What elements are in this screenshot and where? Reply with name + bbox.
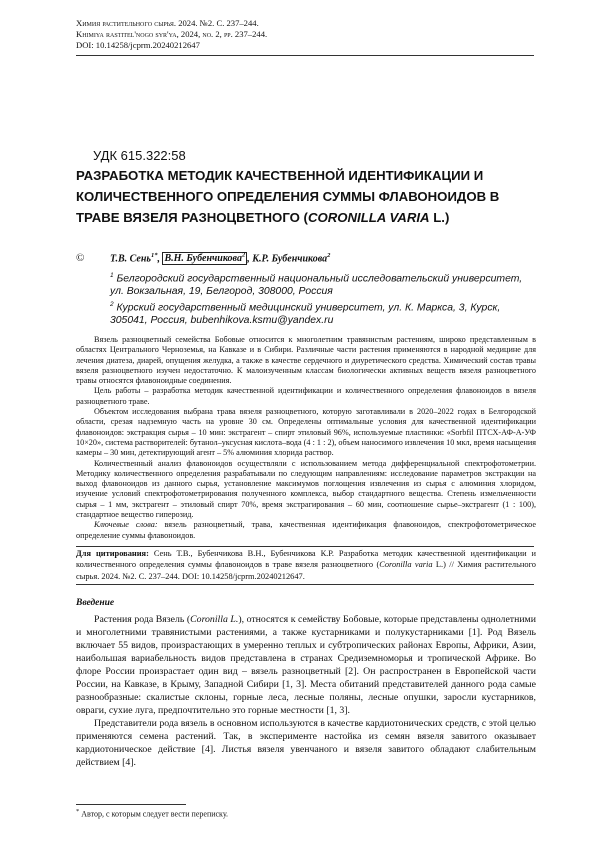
affiliation-2-num: 2 xyxy=(110,300,114,308)
affiliation-1 xyxy=(110,270,530,299)
footnote-rule xyxy=(76,804,186,805)
author-2-name: В.Н. Бубенчикова xyxy=(164,253,242,265)
citation-rule-bottom xyxy=(76,584,534,585)
author-3: К.Р. Бубенчикова xyxy=(252,253,328,265)
abstract-p3: Объектом исследования выбрана трава вязеля разноцветного, которую заготавливали в 2020–2022 годах в Белгородской области, срезая надземную часть на уровне 30 см. Определены оптимальные условия для качественной идентификации флавоноидов: экстракция сырья – 10 мин: экстрагент – спирт этиловый 96%, используемые пластинки: «Sorbfil ПТСХ-АФ-А-УФ 10×20», система растворителей: бутанол–уксусная кислота–вода (4 : 1 : 2), объем наносимого извлечения 10 мкл, время насыщения камеры – 30 мин, детектирующий агент – 5% алюминия хлорида раствор. xyxy=(76,407,536,458)
udk-code: УДК 615.322:58 xyxy=(93,148,186,163)
copyright-sign: © xyxy=(76,252,85,264)
author-sep: , xyxy=(157,253,163,265)
introduction-body xyxy=(76,613,536,769)
affiliation-2-text: Курский государственный медицинский университет, ул. К. Маркса, 3, Курск, 305041, Россия, bubenhikova.ksmu@yandex.ru xyxy=(110,302,501,326)
citation-latin: Coronilla varia xyxy=(379,560,433,570)
journal-header xyxy=(76,18,267,50)
citation-rule-top xyxy=(76,546,534,547)
abstract xyxy=(76,335,536,541)
affiliation-2 xyxy=(110,299,530,328)
abstract-p4: Количественный анализ флавоноидов осуществляли с использованием метода дифференциальной спектрофотометрии. Методику количественного определения разрабатывали по следующим направлениям: исследование параметров экстракции на выход флавоноидов из данного сырья, установление максимумов поглощения извлечения из сырья с алюминия хлоридом, изучение условий спектрофотометрирования полученного комплекса, выбор стандартного вещества. Степень измельченности сырья – 1 мм, экстрагент – этиловый спирт 70%, время экстрагирования – 60 мин, соотношение сырье–экстрагент (1 : 100), стандартное вещество гиперозид. xyxy=(76,458,536,520)
citation-text-1: Сень Т.В., Бубенчикова В.Н., Бубенчикова К.Р. Разработка методик качественной идентификации и количественного определения суммы флавоноидов в траве вязеля разноцветного ( xyxy=(76,549,536,570)
journal-citation-en: Khimiya rastitel'nogo syr'ya, 2024, no. 2, pp. 237–244. xyxy=(76,28,268,39)
abstract-p2: Цель работы – разработка методик качественной идентификации и количественного определения флавоноидов в вязеля разноцветного траве. xyxy=(76,386,536,406)
affiliation-1-num: 1 xyxy=(110,272,114,279)
intro-p2: Представители рода вязель в основном используются в качестве кардиотонических средств, с этой целью применяются семена растений. Так, в эксперименте настойка из семян вязеля завитого оказывает кардиотоническое действие [4]. Листья вязеля увенчаного и вязеля завитого обладают слабительным действием [4]. xyxy=(76,718,536,768)
intro-p1 xyxy=(76,613,536,717)
keywords-text: вязель разноцветный, трава, качественная идентификация флавоноидов, спектрофотометрическое определение суммы флавоноидов. xyxy=(76,520,536,540)
header-rule xyxy=(76,55,534,56)
keywords-label: Ключевые слова: xyxy=(94,520,158,530)
author-1-sup: 1* xyxy=(150,252,158,259)
section-heading-introduction: Введение xyxy=(76,598,115,608)
title-tail: L.) xyxy=(429,210,450,225)
author-2-sup: 2 xyxy=(241,252,246,259)
keywords xyxy=(76,520,536,541)
footnote-text: Автор, с которым следует вести переписку. xyxy=(79,809,229,819)
authors xyxy=(110,252,330,264)
title-latin: CORONILLA VARIA xyxy=(307,210,430,225)
footnote-mark: * xyxy=(76,808,80,815)
doi[interactable]: DOI: 10.14258/jcprm.20240212647 xyxy=(76,39,200,50)
citation-block xyxy=(76,548,536,582)
intro-p1-latin: Coronilla L. xyxy=(190,614,239,625)
citation-text-2: L.) // Химия растительного сырья. 2024. №2. С. 237–244. DOI: 10.14258/jcprm.20240212647. xyxy=(76,560,536,581)
affiliation-1-text: Белгородский государственный национальный исследовательский университет, ул. Вокзальная, 19, Белгород, 308000, Россия xyxy=(110,273,523,298)
paper-title xyxy=(76,165,536,228)
abstract-p1: Вязель разноцветный семейства Бобовые относится к многолетним травянистым растениям, широко представленным в областях Центрального Черноземья, на Кавказе и в Сибири. Различные части растения применяются в народной медицине для лечения диатеза, диарей, опущения желудка, а также в качестве сердечного и диуретического средства. Химический состав травы вязеля разноцветного изучен недостаточно. К малоизученным классам биологически активных веществ вязеля разноцветного травы относятся флавоноидные соединения. xyxy=(76,335,536,386)
author-3-sup: 2 xyxy=(327,252,331,259)
author-1: Т.В. Сень xyxy=(110,253,151,265)
author-sep: , xyxy=(247,253,253,265)
affiliations xyxy=(110,270,530,327)
author-2[interactable] xyxy=(162,252,247,265)
citation-label: Для цитирования: xyxy=(76,549,149,558)
journal-citation-ru: Химия растительного сырья. 2024. №2. С. 237–244. xyxy=(76,18,259,28)
intro-p1-start: Растения рода Вязель ( xyxy=(94,614,191,625)
footnote xyxy=(76,808,228,819)
title-main: РАЗРАБОТКА МЕТОДИК КАЧЕСТВЕННОЙ ИДЕНТИФИКАЦИИ И КОЛИЧЕСТВЕННОГО ОПРЕДЕЛЕНИЯ СУММЫ ФЛАВОНОИДОВ В ТРАВЕ ВЯЗЕЛЯ РАЗНОЦВЕТНОГО ( xyxy=(76,168,500,225)
intro-p1-rest: ), относятся к семейству Бобовые, которые представлены однолетними и многолетними травянистыми растениями, а также кустарниками и полукустарниками [1]. Род Вязель включает 55 видов, произрастающих в умеренно теплых и субтропических районах Европы, Африки, Азии, наибольшая вариабельность видов представлена в странах Средиземноморья и тропической Африке. Во флоре России произрастает один вид – вязель разноцветный [2]. Он распространен в Европейской части России, на Кавказе, в Крыму, Западной Сибири [1, 3]. Места обитаний представителей данного рода самые разнообразные: скалистые склоны, горные леса, лесные поляны, лесные опушки, заросли кустарников, овраги, сухие луга, предпочтительно это горные местности [1, 3]. xyxy=(76,614,537,716)
